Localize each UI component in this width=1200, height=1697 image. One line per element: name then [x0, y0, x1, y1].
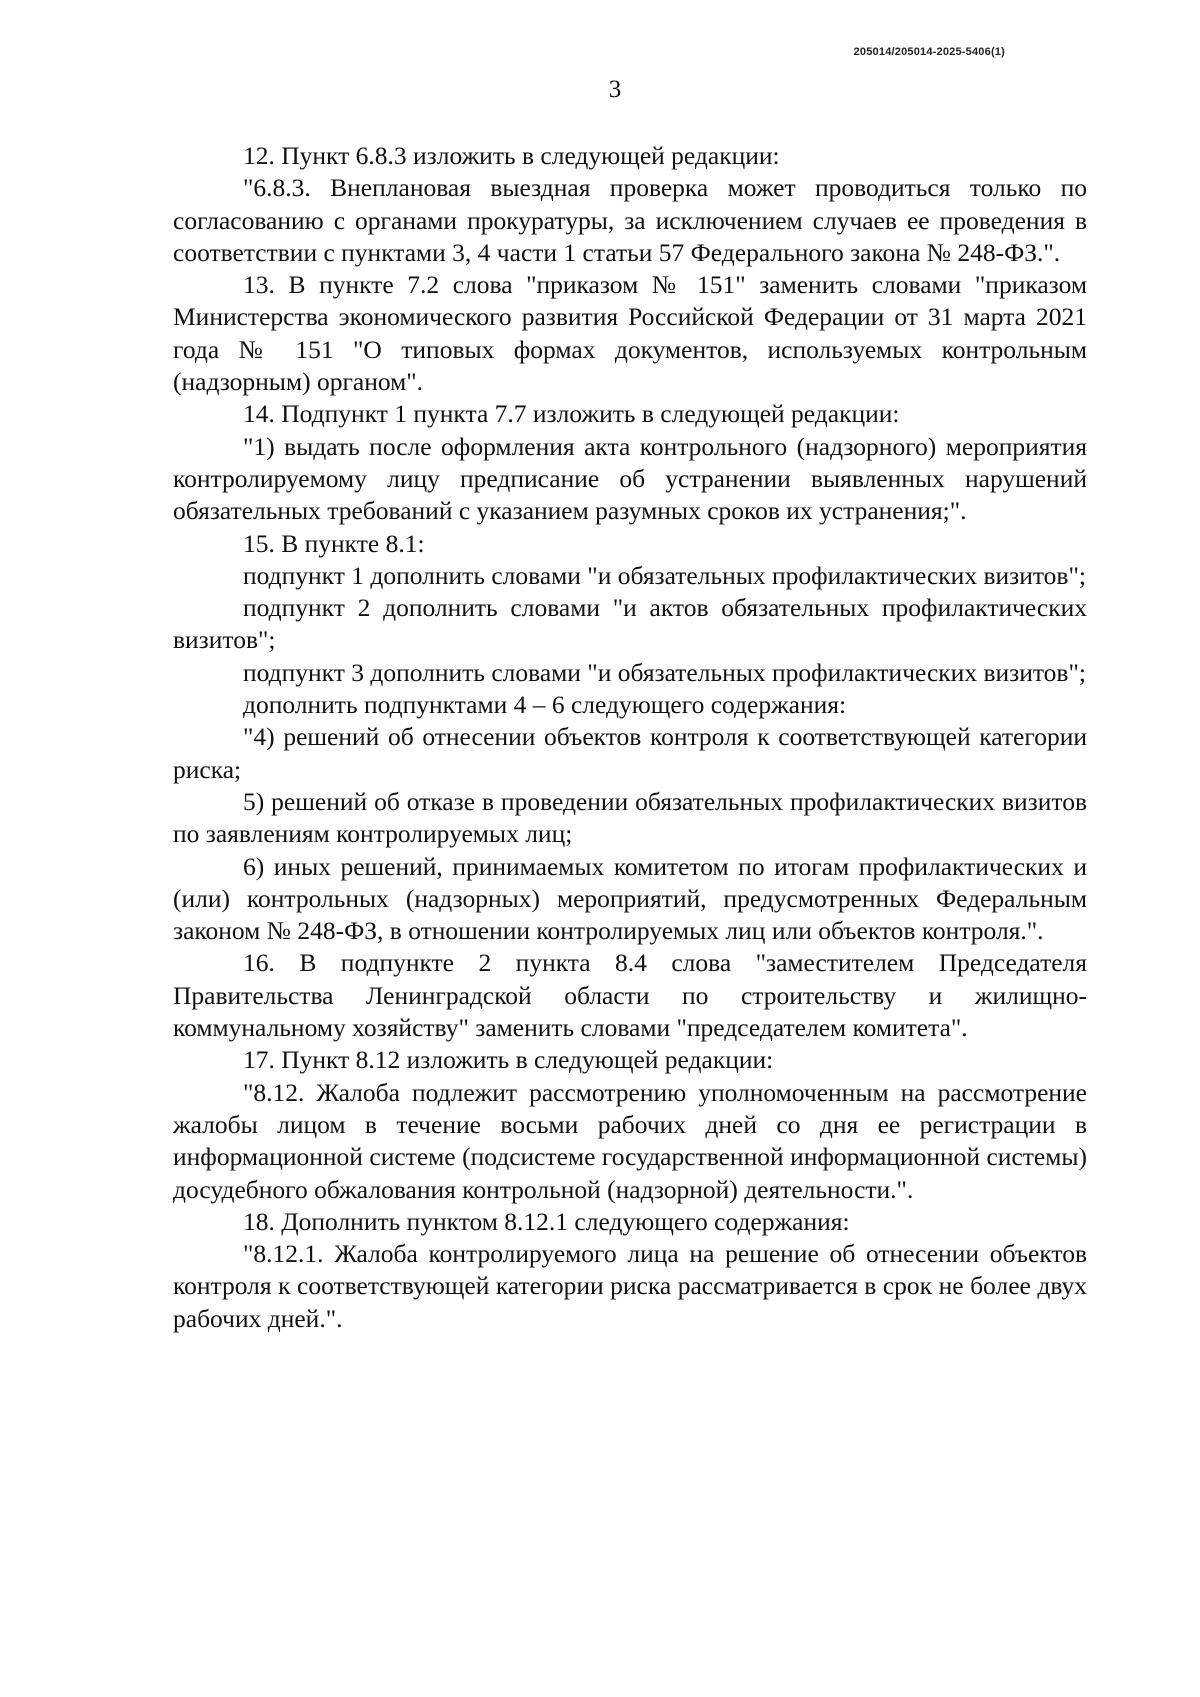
paragraph-quote-8-12: "8.12. Жалоба подлежит рассмотрению уполномоченным на рассмотрение жалобы лицом в течение восьми рабочих дней со дня ее регистрации в информационной системе (подсистеме государственной информационной системы) досудебного обжалования контрольной (надзорной) деятельности.". — [173, 1077, 1087, 1204]
paragraph-item-17: 17. Пункт 8.12 изложить в следующей редакции: — [243, 1045, 774, 1075]
paragraph-subitem-2-amend: подпункт 2 дополнить словами "и актов обязательных профилактических визитов"; — [173, 593, 1087, 655]
paragraph-quote-8-12-1: "8.12.1. Жалоба контролируемого лица на решение об отнесении объектов контроля к соответствующей категории риска рассматривается в срок не более двух рабочих дней.". — [173, 1239, 1087, 1333]
paragraph-subitem-5: 5) решений об отказе в проведении обязательных профилактических визитов по заявлениям контролируемых лиц; — [173, 786, 1087, 849]
paragraph-subitem-4: "4) решений об отнесении объектов контроля к соответствующей категории риска; — [173, 722, 1087, 784]
paragraph-item-13: 13. В пункте 7.2 слова "приказом № 151" заменить словами "приказом Министерства экономического развития Российской Федерации от 31 марта 2021 года № 151 "О типовых формах документов, используемых контрольным (надзорным) органом". — [173, 270, 1087, 397]
paragraph-item-15: 15. В пункте 8.1: — [243, 528, 425, 558]
paragraph-subitem-1-amend: подпункт 1 дополнить словами "и обязательных профилактических визитов"; — [243, 560, 1086, 590]
document-id: 205014/205014-2025-5406(1) — [853, 46, 1005, 58]
paragraph-subitem-3-amend: подпункт 3 дополнить словами "и обязательных профилактических визитов"; — [243, 657, 1086, 687]
paragraph-subitem-6: 6) иных решений, принимаемых комитетом по итогам профилактических и (или) контрольных (надзорных) мероприятий, предусмотренных Федеральным законом № 248-ФЗ, в отношении контролируемых лиц или объектов контроля.". — [173, 851, 1087, 946]
paragraph-item-18: 18. Дополнить пунктом 8.12.1 следующего содержания: — [243, 1206, 850, 1236]
paragraph-item-16: 16. В подпункте 2 пункта 8.4 слова "заместителем Председателя Правительства Ленинградской области по строительству и жилищно-коммунальному хозяйству" заменить словами "председателем комитета". — [173, 948, 1087, 1043]
paragraph-quote-6-8-3: "6.8.3. Внеплановая выездная проверка может проводиться только по согласованию с органами прокуратуры, за исключением случаев ее проведения в соответствии с пунктами 3, 4 части 1 статьи 57 Федерального закона № 248-ФЗ.". — [173, 173, 1087, 267]
paragraph-quote-subitem-1: "1) выдать после оформления акта контрольного (надзорного) мероприятия контролируемому лицу предписание об устранении выявленных нарушений обязательных требований с указанием разумных сроков их устранения;". — [173, 431, 1087, 526]
document-body — [173, 140, 1087, 1335]
paragraph-item-12: 12. Пункт 6.8.3 изложить в следующей редакции: — [243, 141, 780, 170]
page-number: 3 — [608, 76, 622, 103]
paragraph-item-14: 14. Подпункт 1 пункта 7.7 изложить в следующей редакции: — [243, 399, 900, 429]
paragraph-add-subitems: дополнить подпунктами 4 – 6 следующего содержания: — [243, 690, 847, 720]
